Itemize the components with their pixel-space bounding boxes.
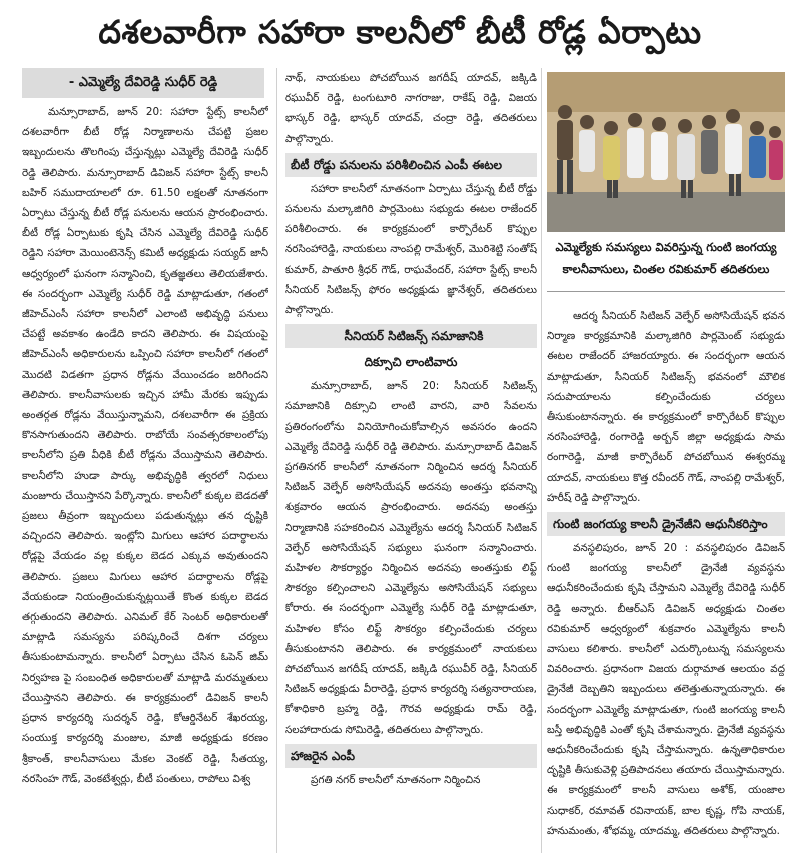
col2-paragraph-1: సహారా కాలనీలో నూతనంగా ఏర్పాటు చేస్తున్న బీటీ రోడ్డు పనులను మల్కాజిగిరి పార్లమెంటు సభ్యుడు ఈటల రాజేందర్ పరిశీలించారు. ఈ కార్యక్రమంలో కార్పొరేటర్ కొప్పుల నరసింహారెడ్డి, నాయకులు నాంపల్లి రామేశ్వర్, మొరిశెట్టి సంతోష్ కుమార్, పాతూరి శ్రీధర్ గౌడ్, రాఘవేందర్, సహారా స్టేట్స్ కాలనీ సీనియర్ సిటిజన్స్ ఫోరం అధ్యక్షుడు జ్ఞానేశ్వర్, తదితరులు పాల్గొన్నారు.	[285, 182, 537, 317]
col2-subheading-attended: హాజరైన ఎంపీ	[285, 744, 537, 768]
col3-paragraph-1: ఆదర్శ సీనియర్ సిటిజన్ వెల్ఫేర్ అసోసియేషన్ భవన నిర్మాణ కార్యక్రమానికి మల్కాజిగిరి పార్లమెంట్ సభ్యుడు ఈటల రాజేందర్ హాజరయ్యారు. ఈ సందర్భంగా ఆయన మాట్లాడుతూ, సీనియర్ సిటిజన్స్ భవనంలో మౌలిక సదుపాయాలను కల్పించేందుకు చర్యలు తీసుకుంటానన్నారు. ఈ కార్యక్రమంలో కార్పొరేటర్ కొప్పుల నరసింహారెడ్డి, రంగారెడ్డి అర్బన్ జిల్లా అధ్యక్షుడు సామ రంగారెడ్డి, మాజీ కార్పొరేటర్ పోచబోయిన ఈశ్వరమ్మ యాదవ్, నాయకులు కొత్త రవీందర్ గౌడ్, నాంపల్లి రామేశ్వర్, హరీష్ రెడ్డి పాల్గొన్నారు.	[547, 310, 785, 504]
column-2	[285, 68, 537, 852]
col2-subheading-mp: బీటీ రోడ్డు పనులను పరిశీలించిన ఎంపీ ఈటల	[285, 153, 537, 177]
headline: దశలవారీగా సహారా కాలనీలో బీటీ రోడ్ల ఏర్పాటు	[98, 13, 702, 51]
news-photo-illustration	[547, 72, 785, 232]
col2-subheading-senior-a: సీనియర్ సిటిజన్స్ సమాజానికి	[285, 324, 537, 348]
col2-paragraph-3: ప్రగతి నగర్ కాలనీలో నూతనంగా నిర్మించిన	[311, 773, 481, 786]
col2-subheading-senior-b: దిక్సూచి లాంటివారు	[364, 355, 458, 370]
col2-intro: నాథ్, నాయకులు పోచబోయిన జగదీష్ యాదవ్, జక్కిడి రఘువీర్ రెడ్డి, టంగుటూరి నాగరాజు, రాకేష్ రెడ్డి, విజయ భాస్కర్ రెడ్డి, భాస్కర్ యాదవ్, చంద్రా రెడ్డి, తదితరులు పాల్గొన్నారు.	[285, 72, 537, 145]
col2-paragraph-2: మన్సూరాబాద్, జూన్ 20: సీనియర్ సిటిజన్స్ సమాజానికి దిక్సూచి లాంటి వారని, వారి సేవలను ప్రతిరంగంలోను వినియోగించుకోవాల్సిన అవసరం ఉందని ఎమ్మెల్యే దేవిరెడ్డి సుధీర్ రెడ్డి తెలిపారు. మన్సూరాబాద్ డివిజన్ ప్రగతినగర్ కాలనీలో నూతనంగా నిర్మించిన ఆదర్శ సీనియర్ సిటిజన్ వెల్ఫేర్ అసోసియేషన్ అదనపు అంతస్తు భవనాన్ని శుక్రవారం ఆయన ప్రారంభించారు. అదనపు అంతస్తు నిర్మాణానికి సహకరించిన ఎమ్మెల్యేను ఆదర్శ సీనియర్ సిటిజన్ వెల్ఫేర్ అసోసియేషన్ సభ్యులు ఘనంగా సన్మానించారు. మహిళల సౌకర్యార్థం నిర్మించిన అదనపు అంతస్తుకు లిఫ్ట్ సౌకర్యం కల్పించాలని ఎమ్మెల్యేను అసోసియేషన్ సభ్యులు కోరారు. ఈ సందర్భంగా ఎమ్మెల్యే సుధీర్ రెడ్డి మాట్లాడుతూ, మహిళల కోసం లిఫ్ట్ సౌకర్యం కల్పించేందుకు చర్యలు తీసుకుంటానని తెలిపారు. ఈ కార్యక్రమంలో నాయకులు పోచబోయిన జగదీష్ యాదవ్, జక్కిడి రఘువీర్ రెడ్డి, సీనియర్ సిటిజన్ అధ్యక్షుడు వీరారెడ్డి, ప్రధాన కార్యదర్శి సత్యనారాయణ, కోశాధికారి బ్రహ్మ రెడ్డి, గౌరవ అధ్యక్షుడు రామ్ రెడ్డి, సలహాదారుడు సోమిరెడ్డి, తదితరులు పాల్గొన్నారు.	[285, 380, 537, 736]
column-divider	[541, 68, 542, 853]
photo-caption: ఎమ్మెల్యేకు సమస్యలు వివరిస్తున్న గుంటి జంగయ్య కాలనీవాసులు, చింతల రవికుమార్ తదితరులు	[547, 236, 785, 292]
col1-paragraph: మన్సూరాబాద్, జూన్ 20: సహారా స్టేట్స్ కాలనీలో దశలవారీగా బీటీ రోడ్ల నిర్మాణాలను చేపట్టి ప్రజల ఇబ్బందులను తొలగింపు చేస్తున్నట్లు ఎమ్మెల్యే దేవిరెడ్డి సుధీర్ రెడ్డి తెలిపారు. మన్సూరాబాద్ డివిజన్ సహారా స్టేట్స్ కాలనీ బహిర్ సముదాయాలలో రూ. 61.50 లక్షలతో నూతనంగా ఏర్పాటు చేస్తున్న బీటీ రోడ్ల పనులను ఆయన ప్రారంభించారు. బీటీ రోడ్ల ఏర్పాటుకు కృషి చేసిన ఎమ్మెల్యే దేవిరెడ్డి సుధీర్ రెడ్డిని సహారా మెయింటెనెన్స్ కమిటీ అధ్యక్షుడు సయ్యద్ జానీ ఆధ్వర్యంలో ఘనంగా సన్మానించి, కృతజ్ఞతలు తెలియజేశారు. ఈ సందర్భంగా ఎమ్మెల్యే సుధీర్ రెడ్డి మాట్లాడుతూ, గతంలో జీహెచ్ఎంసీ సహారా కాలనీలో ఎలాంటి అభివృద్ధి పనులు చేపట్టే అవకాశం ఉండేది కాదని తెలిపారు. ఈ విషయంపై జీహెచ్ఎంసీ అధికారులను ఒప్పించి సహారా కాలనీలో గతంలో మొదటి విడతగా ప్రధాన రోడ్లను వేయించడం జరిగిందని తెలిపారు. కాలనీవాసులకు ఇచ్చిన హామీ మేరకు ఇప్పుడు అంతర్గత రోడ్లను వేయిస్తున్నామని, దశలవారీగా ఈ ప్రక్రియ కొనసాగుతుందని తెలిపారు. రాబోయే సంవత్సరకాలంలోపు కాలనీలోని ప్రతి వీధికి బీటీ రోడ్లను వేయిస్తామని తెలిపారు. కాలనీలోని హుడా పార్కు అభివృద్ధికి త్వరలో నిధులు మంజూరు చేయిస్తానని పేర్కొన్నారు. కాలనీలో కుక్కల బెడదతో ప్రజలు తీవ్రంగా ఇబ్బందులు పడుతున్నట్లు తన దృష్టికి వచ్చిందని తెలిపారు. ఇంట్లోని మిగులు ఆహార పదార్థాలను రోడ్లపై వేయడం వల్ల కుక్కల బెడద ఎక్కువ అవుతుందని తెలిపారు. ప్రజలు మిగులు ఆహార పదార్థాలను రోడ్లపై వేయకుండా నియంత్రించుకున్నట్లయితే కొంత కుక్కల బెడద తగ్గుతుందని తెలిపారు. ఎనిమల్ కేర్ సెంటర్ అధికారులతో మాట్లాడి సమస్యను పరిష్కరించే దిశగా చర్యలు తీసుకుంటామన్నారు. కాలనీలో ఏర్పాటు చేసిన ఓపెన్ జిమ్ నిర్వహణ పై సంబంధిత అధికారులతో మాట్లాడి మరమ్మతులు చేయిస్తానని తెలిపారు. ఈ కార్యక్రమంలో డివిజన్ కాలనీ ప్రధాన కార్యదర్శి సుదర్శన్ రెడ్డి, కోఆర్డినేటర్ శేఖరయ్య, సంయుక్త కార్యదర్శి మంజుల, మాజీ అధ్యక్షుడు కరణం శ్రీకాంత్, కాలనీవాసులు మేకల వెంకట్ రెడ్డి, సీతయ్య, నరసింహ గౌడ్, వెంకటేశ్వర్లు, బీటీ పంతులు, రాపోలు విశ్వ	[22, 106, 268, 785]
column-1	[22, 102, 268, 852]
news-photo	[547, 72, 785, 232]
col3-subheading-drainage: గుంటి జంగయ్య కాలనీ డ్రైనేజీని ఆధునీకరిస్తాం	[547, 512, 785, 536]
column-divider	[276, 68, 277, 853]
byline: - ఎమ్మెల్యే దేవిరెడ్డి సుధీర్ రెడ్డి	[22, 68, 264, 98]
col3-paragraph-2: వనస్థలిపురం, జూన్ 20 : వనస్థలిపురం డివిజన్ గుంటి జంగయ్య కాలనీలో డ్రైనేజీ వ్యవస్థను ఆధునీకరించేందుకు కృషి చేస్తామని ఎమ్మెల్యే దేవిరెడ్డి సుధీర్ రెడ్డి అన్నారు. బీఆర్ఎస్ డివిజన్ అధ్యక్షుడు చింతల రవికుమార్ ఆధ్వర్యంలో శుక్రవారం ఎమ్మెల్యేను కాలనీ వాసులు కలిశారు. కాలనీలో ఎదుర్కొంటున్న సమస్యలను వివరించారు. ప్రధానంగా విజయ దుర్గామాత ఆలయం వద్ద డ్రైనేజీ దెబ్బతిని ఇబ్బందులు తలెత్తుతున్నాయన్నారు. ఈ సందర్భంగా ఎమ్మెల్యే మాట్లాడుతూ, గుంటి జంగయ్య కాలనీ బస్తీ అభివృద్ధికి ఎంతో కృషి చేశామన్నారు. డ్రైనేజీ వ్యవస్థను ఆధునీకరించేందుకు కృషి చేస్తామన్నారు. ఉన్నతాధికారుల దృష్టికి తీసుకువెళ్లి ప్రతిపాదనలు తయారు చేయిస్తామన్నారు. ఈ కార్యక్రమంలో కాలనీ వాసులు అశోక్, యంజాల సుధాకర్, రమావత్ రవినాయక్, బాల కృష్ణ, గోపి నాయక్, హనుమంతు, శోభమ్మ, యాదమ్మ, తదితరులు పాల్గొన్నారు.	[547, 542, 785, 837]
column-3	[547, 306, 785, 852]
